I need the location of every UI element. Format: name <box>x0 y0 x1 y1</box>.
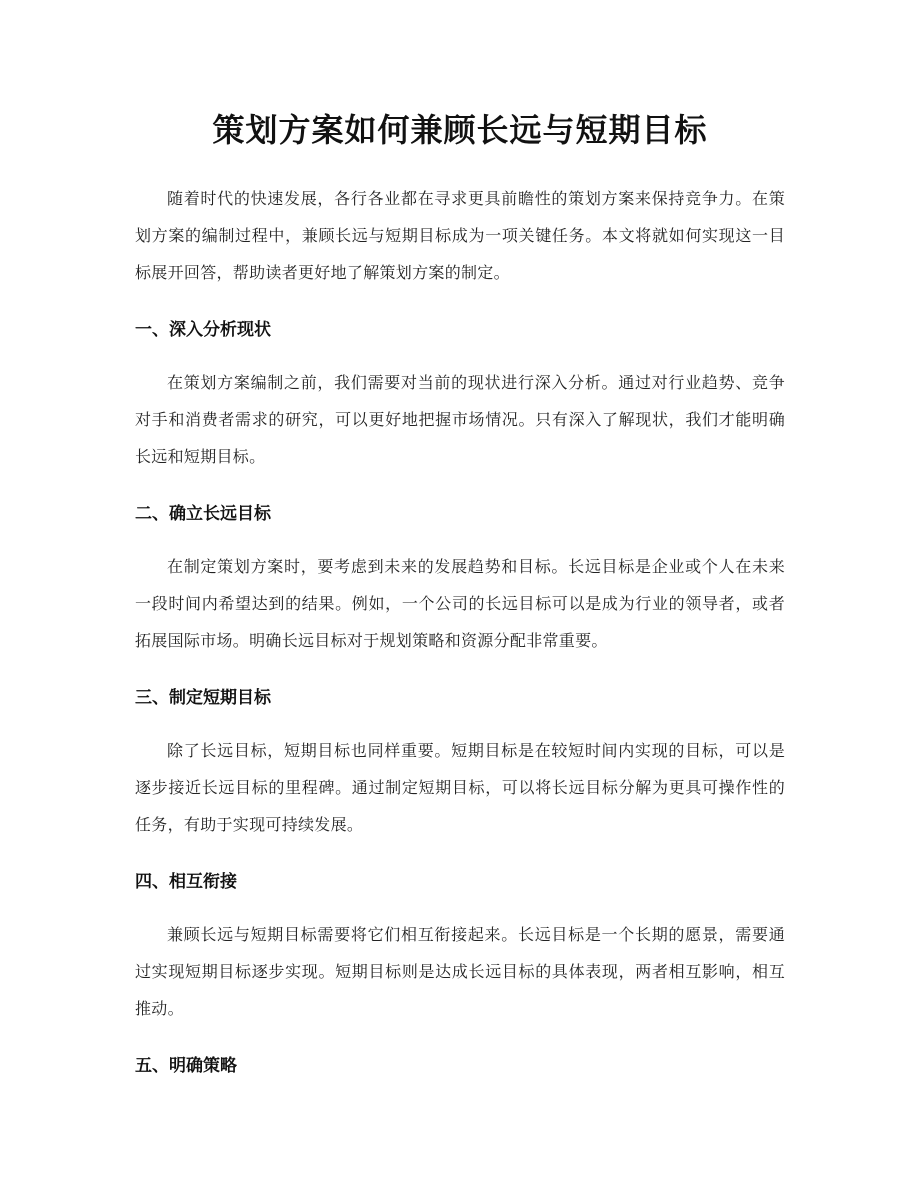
section-1 <box>135 316 785 475</box>
section-heading: 五、明确策略 <box>135 1056 237 1076</box>
section-paragraph: 兼顾长远与短期目标需要将它们相互衔接起来。长远目标是一个长期的愿景，需要通过实现短期目标逐步实现。短期目标则是达成长远目标的具体表现，两者相互影响，相互推动。 <box>135 925 785 1018</box>
section-heading: 四、相互衔接 <box>135 872 237 892</box>
section-heading: 三、制定短期目标 <box>135 688 271 708</box>
section-4 <box>135 868 785 1027</box>
section-3 <box>135 684 785 843</box>
section-paragraph: 在策划方案编制之前，我们需要对当前的现状进行深入分析。通过对行业趋势、竞争对手和消费者需求的研究，可以更好地把握市场情况。只有深入了解现状，我们才能明确长远和短期目标。 <box>135 373 785 466</box>
section-2 <box>135 500 785 659</box>
section-paragraph: 除了长远目标，短期目标也同样重要。短期目标是在较短时间内实现的目标，可以是逐步接近长远目标的里程碑。通过制定短期目标，可以将长远目标分解为更具可操作性的任务，有助于实现可持续发展。 <box>135 741 785 834</box>
section-heading: 二、确立长远目标 <box>135 504 271 524</box>
section-paragraph: 在制定策划方案时，要考虑到未来的发展趋势和目标。长远目标是企业或个人在未来一段时间内希望达到的结果。例如，一个公司的长远目标可以是成为行业的领导者，或者拓展国际市场。明确长远目标对于规划策略和资源分配非常重要。 <box>135 557 785 650</box>
document-title: 策划方案如何兼顾长远与短期目标 <box>212 111 708 149</box>
intro-paragraph: 随着时代的快速发展，各行各业都在寻求更具前瞻性的策划方案来保持竞争力。在策划方案的编制过程中，兼顾长远与短期目标成为一项关键任务。本文将就如何实现这一目标展开回答，帮助读者更好地了解策划方案的制定。 <box>135 189 785 282</box>
section-heading: 一、深入分析现状 <box>135 320 271 340</box>
section-5 <box>135 1052 785 1080</box>
